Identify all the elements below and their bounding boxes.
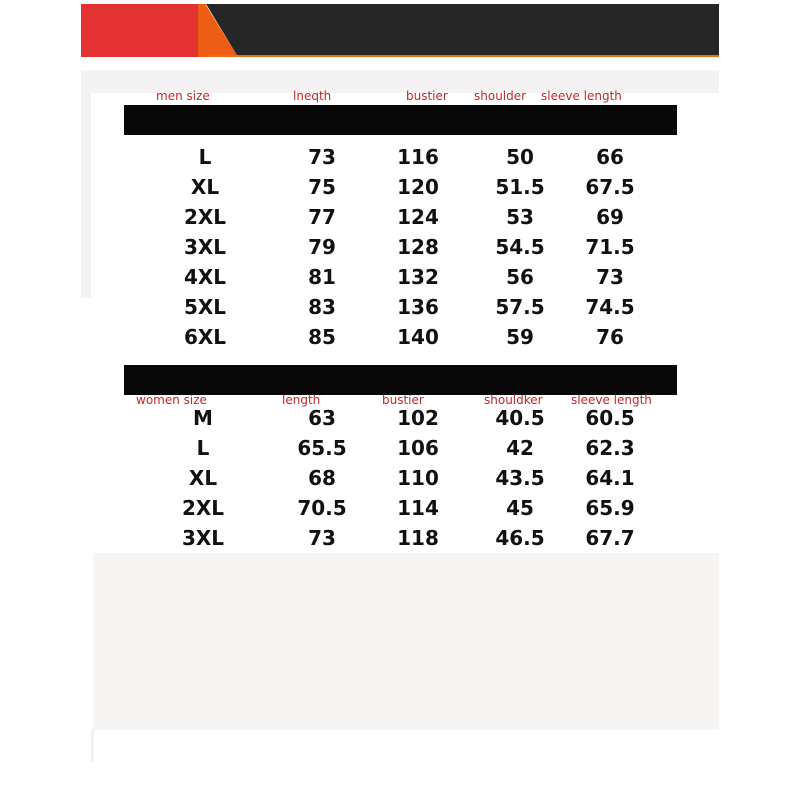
length-cell: 81 xyxy=(308,265,336,289)
women-header-shoulder: shouldker xyxy=(484,393,543,407)
sleeve-cell: 67.7 xyxy=(585,526,635,550)
sleeve-cell: 69 xyxy=(596,205,624,229)
size-cell: 6XL xyxy=(183,325,227,349)
sleeve-cell: 62.3 xyxy=(585,436,635,460)
size-cell: XL xyxy=(188,466,218,490)
size-cell: L xyxy=(198,145,212,169)
sleeve-cell: 73 xyxy=(596,265,624,289)
shoulder-cell: 54.5 xyxy=(495,235,545,259)
length-cell: 65.5 xyxy=(297,436,347,460)
size-cell: M xyxy=(193,406,213,430)
shoulder-cell: 51.5 xyxy=(495,175,545,199)
table-row xyxy=(0,526,800,556)
shoulder-cell: 56 xyxy=(506,265,534,289)
length-cell: 85 xyxy=(308,325,336,349)
sleeve-cell: 67.5 xyxy=(585,175,635,199)
men-header-sleeve: sleeve length xyxy=(541,89,622,103)
table-row xyxy=(0,295,800,325)
table-row xyxy=(0,145,800,175)
length-cell: 83 xyxy=(308,295,336,319)
bustier-cell: 124 xyxy=(397,205,439,229)
bustier-cell: 132 xyxy=(397,265,439,289)
sleeve-cell: 66 xyxy=(596,145,624,169)
size-cell: 5XL xyxy=(183,295,227,319)
bustier-cell: 114 xyxy=(397,496,439,520)
bustier-cell: 116 xyxy=(397,145,439,169)
table-row xyxy=(0,205,800,235)
bustier-cell: 128 xyxy=(397,235,439,259)
table-row xyxy=(0,406,800,436)
length-cell: 75 xyxy=(308,175,336,199)
sleeve-cell: 60.5 xyxy=(585,406,635,430)
table-row xyxy=(0,265,800,295)
bustier-cell: 118 xyxy=(397,526,439,550)
women-header-length: length xyxy=(282,393,321,407)
sleeve-cell: 65.9 xyxy=(585,496,635,520)
bottom-panel xyxy=(93,553,719,730)
table-row xyxy=(0,235,800,265)
bustier-cell: 140 xyxy=(397,325,439,349)
length-cell: 63 xyxy=(308,406,336,430)
shoulder-cell: 45 xyxy=(506,496,534,520)
table-row xyxy=(0,175,800,205)
women-header-bar xyxy=(124,365,677,395)
table-row xyxy=(0,466,800,496)
size-cell: 4XL xyxy=(183,265,227,289)
men-header-size: men size xyxy=(156,89,210,103)
bustier-cell: 136 xyxy=(397,295,439,319)
men-header-bustier: bustier xyxy=(406,89,448,103)
sleeve-cell: 76 xyxy=(596,325,624,349)
banner-underline xyxy=(206,55,719,57)
length-cell: 79 xyxy=(308,235,336,259)
table-row xyxy=(0,496,800,526)
men-header-length: lneqth xyxy=(293,89,332,103)
size-cell: 3XL xyxy=(181,526,225,550)
shoulder-cell: 57.5 xyxy=(495,295,545,319)
bustier-cell: 120 xyxy=(397,175,439,199)
shoulder-cell: 40.5 xyxy=(495,406,545,430)
bustier-cell: 110 xyxy=(397,466,439,490)
shoulder-cell: 59 xyxy=(506,325,534,349)
shoulder-cell: 50 xyxy=(506,145,534,169)
length-cell: 73 xyxy=(308,526,336,550)
shoulder-cell: 53 xyxy=(506,205,534,229)
length-cell: 77 xyxy=(308,205,336,229)
bustier-cell: 102 xyxy=(397,406,439,430)
women-header-sleeve: sleeve length xyxy=(571,393,652,407)
women-header-bustier: bustier xyxy=(382,393,424,407)
length-cell: 70.5 xyxy=(297,496,347,520)
length-cell: 73 xyxy=(308,145,336,169)
size-cell: L xyxy=(196,436,210,460)
size-cell: XL xyxy=(190,175,220,199)
bottom-strip xyxy=(91,730,94,762)
size-cell: 2XL xyxy=(181,496,225,520)
sleeve-cell: 74.5 xyxy=(585,295,635,319)
banner-dark-block xyxy=(206,4,719,55)
size-cell: 2XL xyxy=(183,205,227,229)
shoulder-cell: 43.5 xyxy=(495,466,545,490)
table-row xyxy=(0,436,800,466)
men-header-bar xyxy=(124,105,677,135)
size-cell: 3XL xyxy=(183,235,227,259)
length-cell: 68 xyxy=(308,466,336,490)
shoulder-cell: 46.5 xyxy=(495,526,545,550)
banner-red-block xyxy=(81,4,206,57)
sleeve-cell: 64.1 xyxy=(585,466,635,490)
women-header-size: women size xyxy=(136,393,207,407)
bustier-cell: 106 xyxy=(397,436,439,460)
shoulder-cell: 42 xyxy=(506,436,534,460)
men-header-shoulder: shoulder xyxy=(474,89,527,103)
sleeve-cell: 71.5 xyxy=(585,235,635,259)
table-row xyxy=(0,325,800,355)
